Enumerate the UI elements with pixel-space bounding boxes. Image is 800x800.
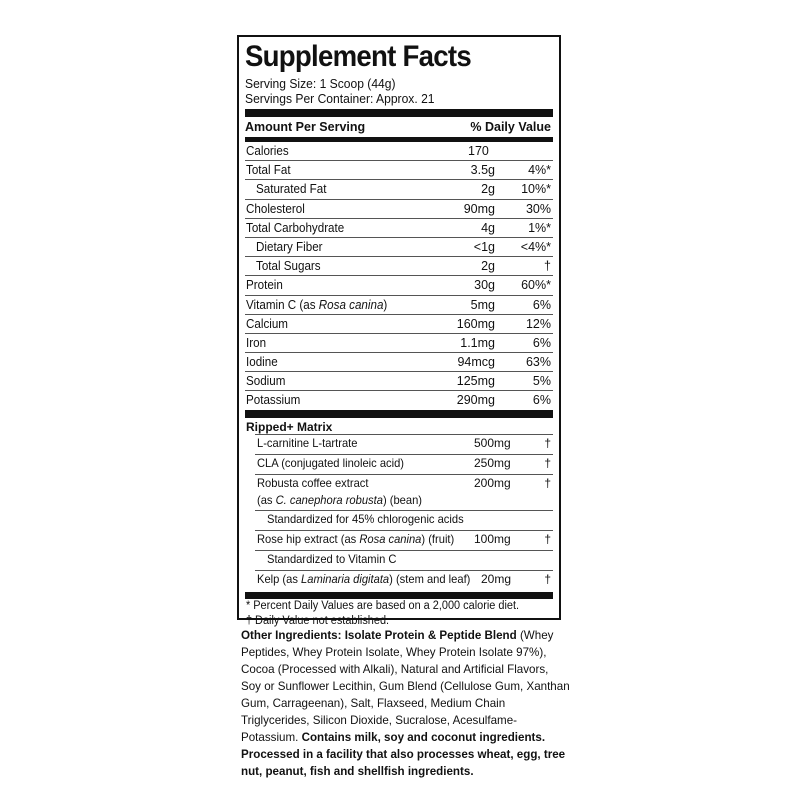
nutrient-row — [245, 142, 553, 160]
nutrient-amount: 2g — [481, 182, 495, 197]
nutrient-dv: 6% — [532, 297, 551, 312]
ingredient-amount: 20mg — [481, 571, 512, 586]
nutrient-row — [245, 275, 553, 294]
name-text: ) (fruit) — [421, 531, 455, 546]
nutrient-row — [245, 314, 553, 333]
panel-title: Supplement Facts — [245, 40, 471, 73]
ingredient-dv: † — [544, 475, 551, 490]
nutrient-amount: 3.5g — [470, 163, 495, 178]
nutrient-name: Total Fat — [246, 163, 291, 178]
servings-per-container: Servings Per Container: Approx. 21 — [245, 91, 435, 106]
ingredient-dv: † — [544, 571, 551, 586]
ingredient-amount: 200mg — [474, 475, 511, 490]
nutrient-amount: 4g — [481, 220, 495, 235]
standardization-note: Standardized for 45% chlorogenic acids — [267, 511, 464, 526]
ingredient-dv: † — [544, 435, 551, 450]
nutrient-name — [246, 296, 387, 314]
name-italic-text: Rosa canina — [318, 297, 384, 312]
ingredient-amount: 100mg — [474, 531, 511, 546]
nutrient-row — [245, 160, 553, 179]
nutrient-dv: 63% — [525, 355, 551, 370]
nutrient-amount: 30g — [474, 278, 495, 293]
ingredient-name-source — [257, 492, 422, 509]
nutrient-row — [245, 295, 553, 314]
matrix-row — [255, 454, 553, 474]
nutrient-row — [245, 352, 553, 371]
ingredient-name: CLA (conjugated linoleic acid) — [257, 455, 405, 470]
name-text: (as — [257, 492, 276, 507]
name-italic-text: C. canephora robusta — [275, 492, 383, 507]
nutrient-dv: 6% — [532, 335, 551, 350]
nutrient-name: Calories — [246, 144, 289, 158]
nutrient-amount: 94mcg — [457, 355, 495, 370]
nutrient-amount: 5mg — [470, 297, 495, 312]
nutrient-amount: 2g — [481, 259, 495, 274]
matrix-row — [255, 474, 553, 510]
name-text: ) (stem and leaf) — [389, 571, 471, 586]
nutrient-amount: 160mg — [456, 316, 495, 331]
ingredient-name: L-carnitine L-tartrate — [257, 435, 358, 450]
nutrient-name: Protein — [246, 278, 283, 293]
amount-per-serving-header: Amount Per Serving — [245, 120, 366, 134]
nutrient-name: Sodium — [246, 374, 286, 389]
nutrient-name: Saturated Fat — [256, 182, 327, 197]
nutrient-row — [245, 199, 553, 218]
nutrient-amount: <1g — [473, 239, 495, 254]
nutrient-row — [245, 237, 553, 256]
ingredient-amount: 250mg — [474, 455, 511, 470]
standardization-row — [255, 510, 553, 530]
name-text: Vitamin C (as — [246, 297, 319, 312]
nutrient-name: Iron — [246, 335, 267, 350]
nutrient-amount: 90mg — [463, 201, 495, 216]
nutrient-dv: <4%* — [520, 239, 551, 254]
ingredient-amount: 500mg — [474, 435, 511, 450]
other-ingredients — [241, 627, 571, 780]
nutrient-name: Total Sugars — [256, 259, 321, 274]
name-italic-text: Rosa canina — [359, 531, 422, 546]
matrix-row — [255, 530, 553, 550]
nutrient-name: Total Carbohydrate — [246, 220, 345, 235]
nutrient-name: Calcium — [246, 316, 288, 331]
thick-divider — [245, 410, 553, 418]
nutrient-dv: 10%* — [521, 182, 551, 197]
name-italic-text: Laminaria digitata — [301, 571, 390, 586]
name-text: ) (bean) — [382, 492, 423, 507]
nutrient-row — [245, 218, 553, 237]
name-text: ) — [383, 297, 388, 312]
ingredients-list: (Whey Peptides, Whey Protein Isolate, Whey Protein Isolate 97%), Cocoa (Processed with Alkali), Natural and Artificial Flavors, Soy or Sunflower Lecithin, Gum Blend (Cellulose Gum, Xanthan Gum, Carrageenan), Salt, Flaxseed, Medium Chain Triglycerides, Silicon Dioxide, Sucralose, Acesulfame-Potassium. — [241, 629, 570, 744]
nutrient-dv: 5% — [532, 374, 551, 389]
nutrient-row — [245, 179, 553, 198]
matrix-row — [255, 570, 553, 590]
nutrient-amount: 170 — [468, 144, 489, 158]
ingredient-name: Robusta coffee extract — [257, 475, 369, 490]
name-text: Rose hip extract (as — [257, 531, 360, 546]
matrix-title: Ripped+ Matrix — [246, 419, 333, 434]
daily-value-header: % Daily Value — [470, 120, 551, 134]
thick-divider — [245, 592, 553, 599]
other-ingredients-text — [241, 627, 571, 780]
nutrient-dv: 30% — [525, 201, 551, 216]
nutrient-dv: 60%* — [521, 278, 551, 293]
matrix-row — [255, 434, 553, 454]
name-text: Kelp (as — [257, 571, 302, 586]
nutrient-row — [245, 256, 553, 275]
nutrient-dv: 12% — [525, 316, 551, 331]
nutrient-amount: 1.1mg — [460, 335, 495, 350]
footnote-daily-value: * Percent Daily Values are based on a 2,000 calorie diet. — [245, 599, 520, 612]
nutrient-row — [245, 333, 553, 352]
allergen-statement: Contains milk, soy and coconut ingredients. Processed in a facility that also processes wheat, egg, tree nut, peanut, fish and shellfish ingredients. — [241, 731, 566, 778]
nutrient-name: Iodine — [246, 355, 278, 370]
nutrient-amount: 125mg — [456, 374, 495, 389]
standardization-note: Standardized to Vitamin C — [267, 551, 397, 566]
thick-divider — [245, 109, 553, 117]
ingredient-name — [257, 531, 454, 548]
nutrient-amount: 290mg — [456, 393, 495, 408]
serving-size: Serving Size: 1 Scoop (44g) — [245, 76, 396, 91]
nutrient-row — [245, 371, 553, 390]
nutrient-row — [245, 390, 553, 409]
nutrient-name: Dietary Fiber — [256, 239, 323, 254]
nutrient-name: Potassium — [246, 393, 301, 408]
table-header — [245, 117, 553, 137]
nutrient-dv: 4%* — [528, 163, 551, 178]
nutrient-dv: † — [544, 259, 551, 274]
nutrient-dv: 6% — [532, 393, 551, 408]
other-ingredients-label: Other Ingredients: Isolate Protein & Peptide Blend — [241, 629, 517, 642]
supplement-facts-panel — [237, 35, 561, 627]
ingredient-dv: † — [544, 531, 551, 546]
footnote-not-established: † Daily Value not established. — [245, 614, 390, 627]
nutrient-dv: 1%* — [528, 220, 551, 235]
ingredient-name — [257, 571, 470, 588]
ingredient-dv: † — [544, 455, 551, 470]
standardization-row — [255, 550, 553, 570]
nutrient-name: Cholesterol — [246, 201, 305, 216]
